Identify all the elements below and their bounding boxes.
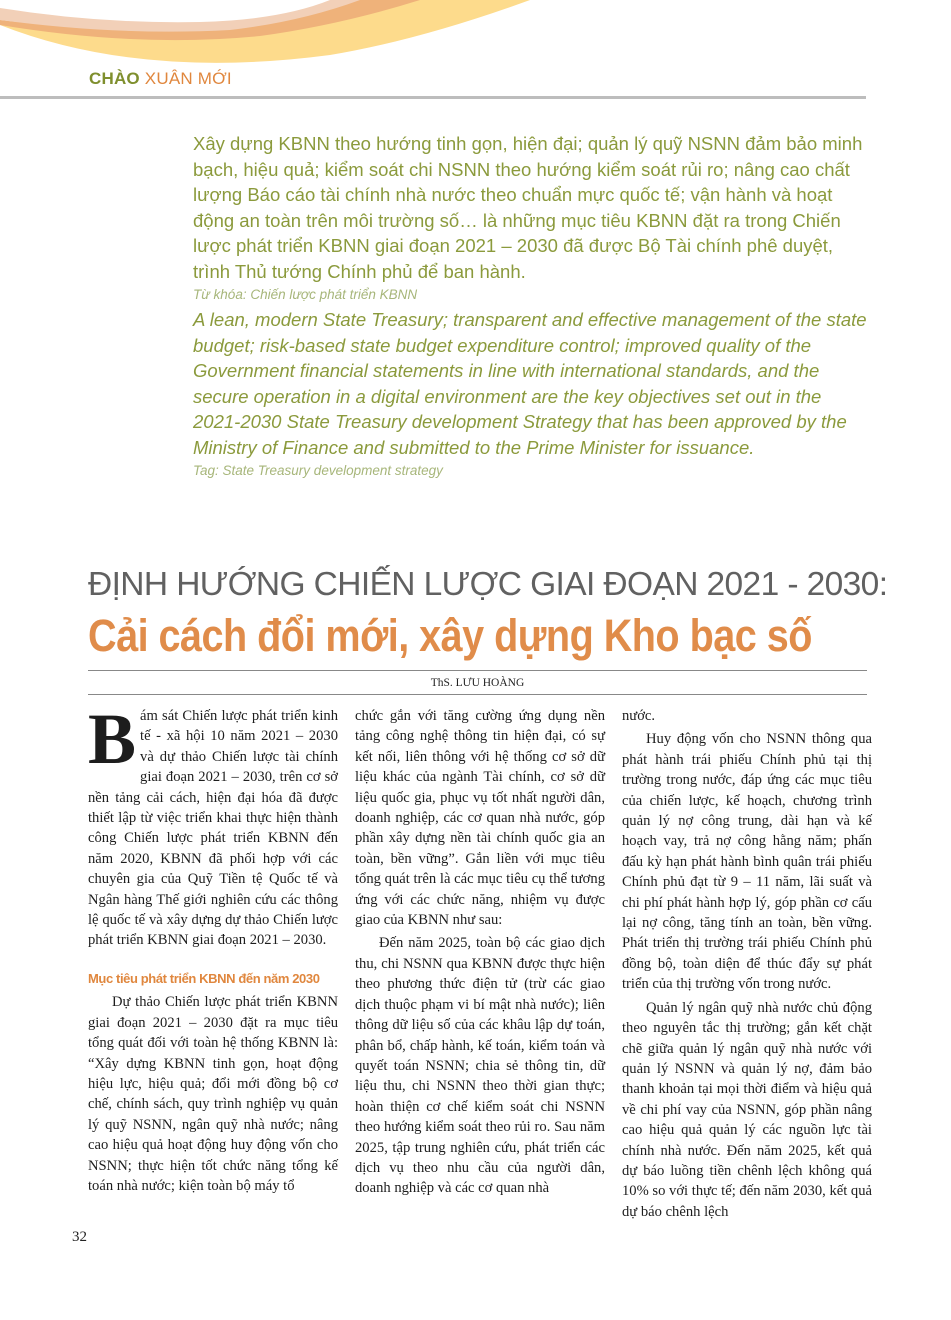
- keywords-vietnamese: Từ khóa: Chiến lược phát triển KBNN: [193, 287, 418, 302]
- paragraph: Đến năm 2025, toàn bộ các giao dịch thu, chi NSNN qua KBNN được thực hiện theo phương thức điện tử (trừ các giao dịch thuộc phạm vi bí mật nhà nước); liên thông dữ liệu số của các khâu lập dự toán, phân bổ, chấp hành, kế toán, kiểm toán và quyết toán NSNN; chia sẻ thông tin, dữ liệu thu, chi NSNN theo thời gian thực; hoàn thiện cơ chế kiểm soát chi NSNN theo hướng kiểm soát theo rủi ro. Sau năm 2025, tập trung nghiên cứu, phát triển các dịch vụ theo nhu cầu của người dân, doanh nghiệp và các cơ quan nhà: [355, 935, 605, 1197]
- article-kicker: ĐỊNH HƯỚNG CHIẾN LƯỢC GIAI ĐOẠN 2021 - 2030:: [88, 566, 888, 603]
- byline: ThS. LƯU HOÀNG: [430, 677, 525, 689]
- paragraph: Quản lý ngân quỹ nhà nước chủ động theo nguyên tắc thị trường; gắn kết chặt chẽ giữa quản lý ngân quỹ nhà nước với quản lý NSNN và quản lý nợ, đảm bảo thanh khoản tại mọi thời điểm và hiệu quả về chi phí vay của NSNN, góp phần nâng cao hiệu quả quản lý các nguồn lực tài chính nhà nước. Đến năm 2025, kết quả dự báo luồng tiền chênh lệch không quá 10% so với thực tế; đến năm 2030, kết quả dự báo chênh lệch: [622, 999, 872, 1220]
- paragraph: nước.: [622, 708, 656, 724]
- header-rule: [0, 96, 866, 99]
- tag-english: Tag: State Treasury development strategy: [193, 463, 443, 478]
- byline-rule-top: [88, 670, 867, 671]
- section-label-part2: XUÂN MỚI: [144, 69, 232, 88]
- column-3: [622, 706, 872, 1222]
- paragraph: chức gắn với tăng cường ứng dụng nền tảng công nghệ thông tin hiện đại, có sự kết nối, liên thông với hệ thống cơ sở dữ liệu khác của ngành Tài chính, cơ sở dữ liệu quốc gia, phục vụ tốt nhất người dân, doanh nghiệp, các cơ quan nhà nước, góp phần xây dựng nền tài chính quốc gia an toàn, bền vững”. Gắn liền với mục tiêu tổng quát trên là các mục tiêu cụ thể tương ứng với các chức năng, nhiệm vụ được giao của KBNN như sau:: [355, 708, 605, 929]
- subheading: Mục tiêu phát triển KBNN đến năm 2030: [88, 970, 320, 986]
- abstract: [193, 131, 873, 483]
- abstract-vietnamese: Xây dựng KBNN theo hướng tinh gọn, hiện đại; quản lý quỹ NSNN đảm bảo minh bạch, hiệu quả; kiểm soát chi NSNN theo hướng kiểm soát rủi ro; nâng cao chất lượng Báo cáo tài chính nhà nước theo chuẩn mực quốc tế; vận hành và hoạt động an toàn trên môi trường số… là những mục tiêu KBNN đặt ra trong Chiến lược phát triển KBNN giai đoạn 2021 – 2030 đã được Bộ Tài chính phê duyệt, trình Thủ tướng Chính phủ để ban hành.: [193, 133, 863, 282]
- paragraph: Huy động vốn cho NSNN thông qua phát hành trái phiếu Chính phủ tại thị trường trong nước, đáp ứng các mục tiêu của chiến lược, kế hoạch, chương trình quản lý nợ công trung, dài hạn và kế hoạch vay, trả nợ công hằng năm; phấn đấu kỳ hạn phát hành bình quân trái phiếu Chính phủ đạt từ 9 – 11 năm, lãi suất và chi phí phát hành hợp lý, góp phần cơ cấu lại nợ công, tăng tính an toàn, bền vững. Phát triển thị trường trái phiếu Chính phủ đồng bộ, toàn diện để thúc đẩy sự phát triển của thị trường vốn trong nước.: [622, 731, 872, 993]
- paragraph: [88, 699, 338, 951]
- column-2: [355, 706, 605, 1199]
- abstract-english: A lean, modern State Treasury; transparent and effective management of the state budget; risk-based state budget expenditure control; improved quality of the Government financial statements in line with international standards, and the secure operation in a digital environment are the key objectives set out in the 2021-2030 State Treasury development Strategy that has been approved by the Ministry of Finance and submitted to the Prime Minister for issuance.: [193, 309, 867, 458]
- section-label-part1: CHÀO: [89, 69, 140, 88]
- section-label: [89, 69, 232, 89]
- drop-cap: B: [88, 699, 137, 779]
- paragraph: Dự thảo Chiến lược phát triển KBNN giai đoạn 2021 – 2030 đặt ra mục tiêu tổng quát đối với toàn hệ thống KBNN là: “Xây dựng KBNN tinh gọn, hoạt động hiệu lực, hiệu quả; đổi mới đồng bộ cơ chế, chính sách, quy trình nghiệp vụ quản lý quỹ NSNN, ngân quỹ nhà nước; nâng cao hiệu quả hoạt động huy động vốn cho NSNN; thực hiện tốt chức năng tổng kế toán nhà nước; kiện toàn bộ máy tổ: [88, 994, 338, 1194]
- decorative-header-arcs: [0, 0, 951, 70]
- byline-rule-bottom: [88, 694, 867, 695]
- column-1: [88, 699, 338, 1196]
- article-headline: Cải cách đổi mới, xây dựng Kho bạc số: [88, 610, 812, 661]
- paragraph-text: ám sát Chiến lược phát triển kinh tế - xã hội 10 năm 2021 – 2030 và dự thảo Chiến lược tài chính giai đoạn 2021 – 2030, trên cơ sở nền tảng cải cách, hiện đại hóa đã được thiết lập từ việc triển khai thực hiện thành công Chiến lược phát triển KBNN đến năm 2020, KBNN đã phối hợp với các chuyên gia của Quỹ Tiền tệ Quốc tế và Ngân hàng Thế giới nghiên cứu các thông lệ quốc tế và xây dựng dự thảo Chiến lược phát triển KBNN giai đoạn 2021 – 2030.: [88, 708, 338, 949]
- page-number: 32: [72, 1229, 87, 1245]
